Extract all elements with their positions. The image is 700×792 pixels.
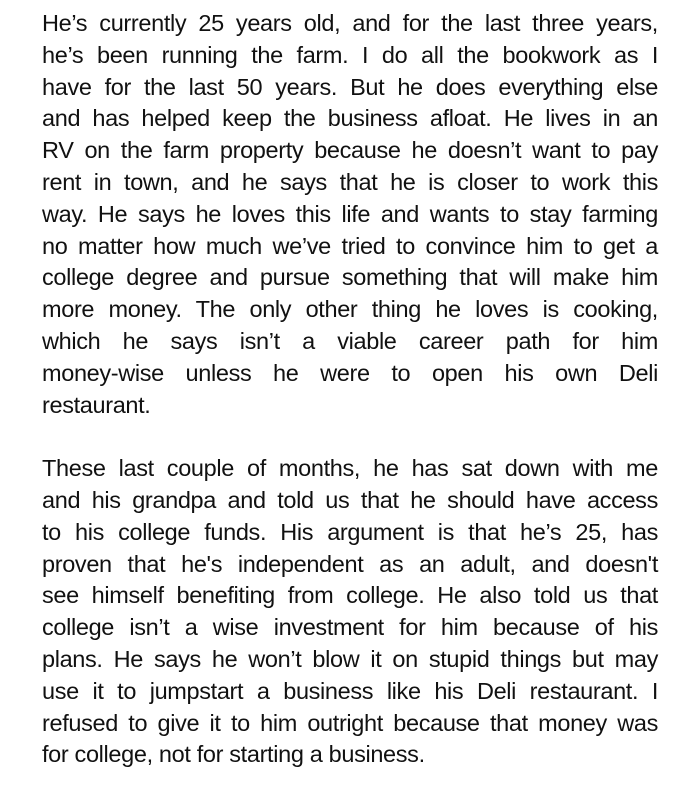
text-line: have for the last 50 years. But he does everything else [42, 73, 658, 100]
text-line: to his college funds. His argument is that he’s 25, has [42, 518, 658, 545]
paragraph-1 [42, 8, 658, 421]
text-line: rent in town, and he says that he is closer to work this [42, 168, 658, 195]
paragraph-2 [42, 453, 658, 771]
text-line: money-wise unless he were to open his own Deli [42, 359, 658, 386]
text-line: restaurant. [42, 391, 151, 418]
text-line: way. He says he loves this life and wants to stay farming [42, 200, 658, 227]
text-line: proven that he's independent as an adult, and doesn't [42, 550, 658, 577]
text-line: more money. The only other thing he loves is cooking, [42, 296, 658, 323]
text-line: and has helped keep the business afloat. He lives in an [42, 105, 658, 132]
text-line: and his grandpa and told us that he should have access [42, 486, 658, 513]
text-line: college isn’t a wise investment for him because of his [42, 614, 658, 641]
text-line: use it to jumpstart a business like his Deli restaurant. I [42, 677, 658, 704]
text-line: refused to give it to him outright because that money was [42, 709, 658, 736]
document-body [42, 8, 658, 771]
text-line: for college, not for starting a business. [42, 741, 425, 768]
text-line: which he says isn’t a viable career path for him [42, 327, 658, 354]
text-line: RV on the farm property because he doesn’t want to pay [42, 137, 658, 164]
text-line: no matter how much we’ve tried to convince him to get a [42, 232, 658, 259]
text-line: plans. He says he won’t blow it on stupid things but may [42, 645, 658, 672]
text-line: he’s been running the farm. I do all the bookwork as I [42, 41, 658, 68]
text-line: see himself benefiting from college. He also told us that [42, 582, 658, 609]
text-line: These last couple of months, he has sat down with me [42, 455, 658, 482]
text-line: college degree and pursue something that will make him [42, 264, 658, 291]
text-line: He’s currently 25 years old, and for the last three years, [42, 10, 658, 36]
